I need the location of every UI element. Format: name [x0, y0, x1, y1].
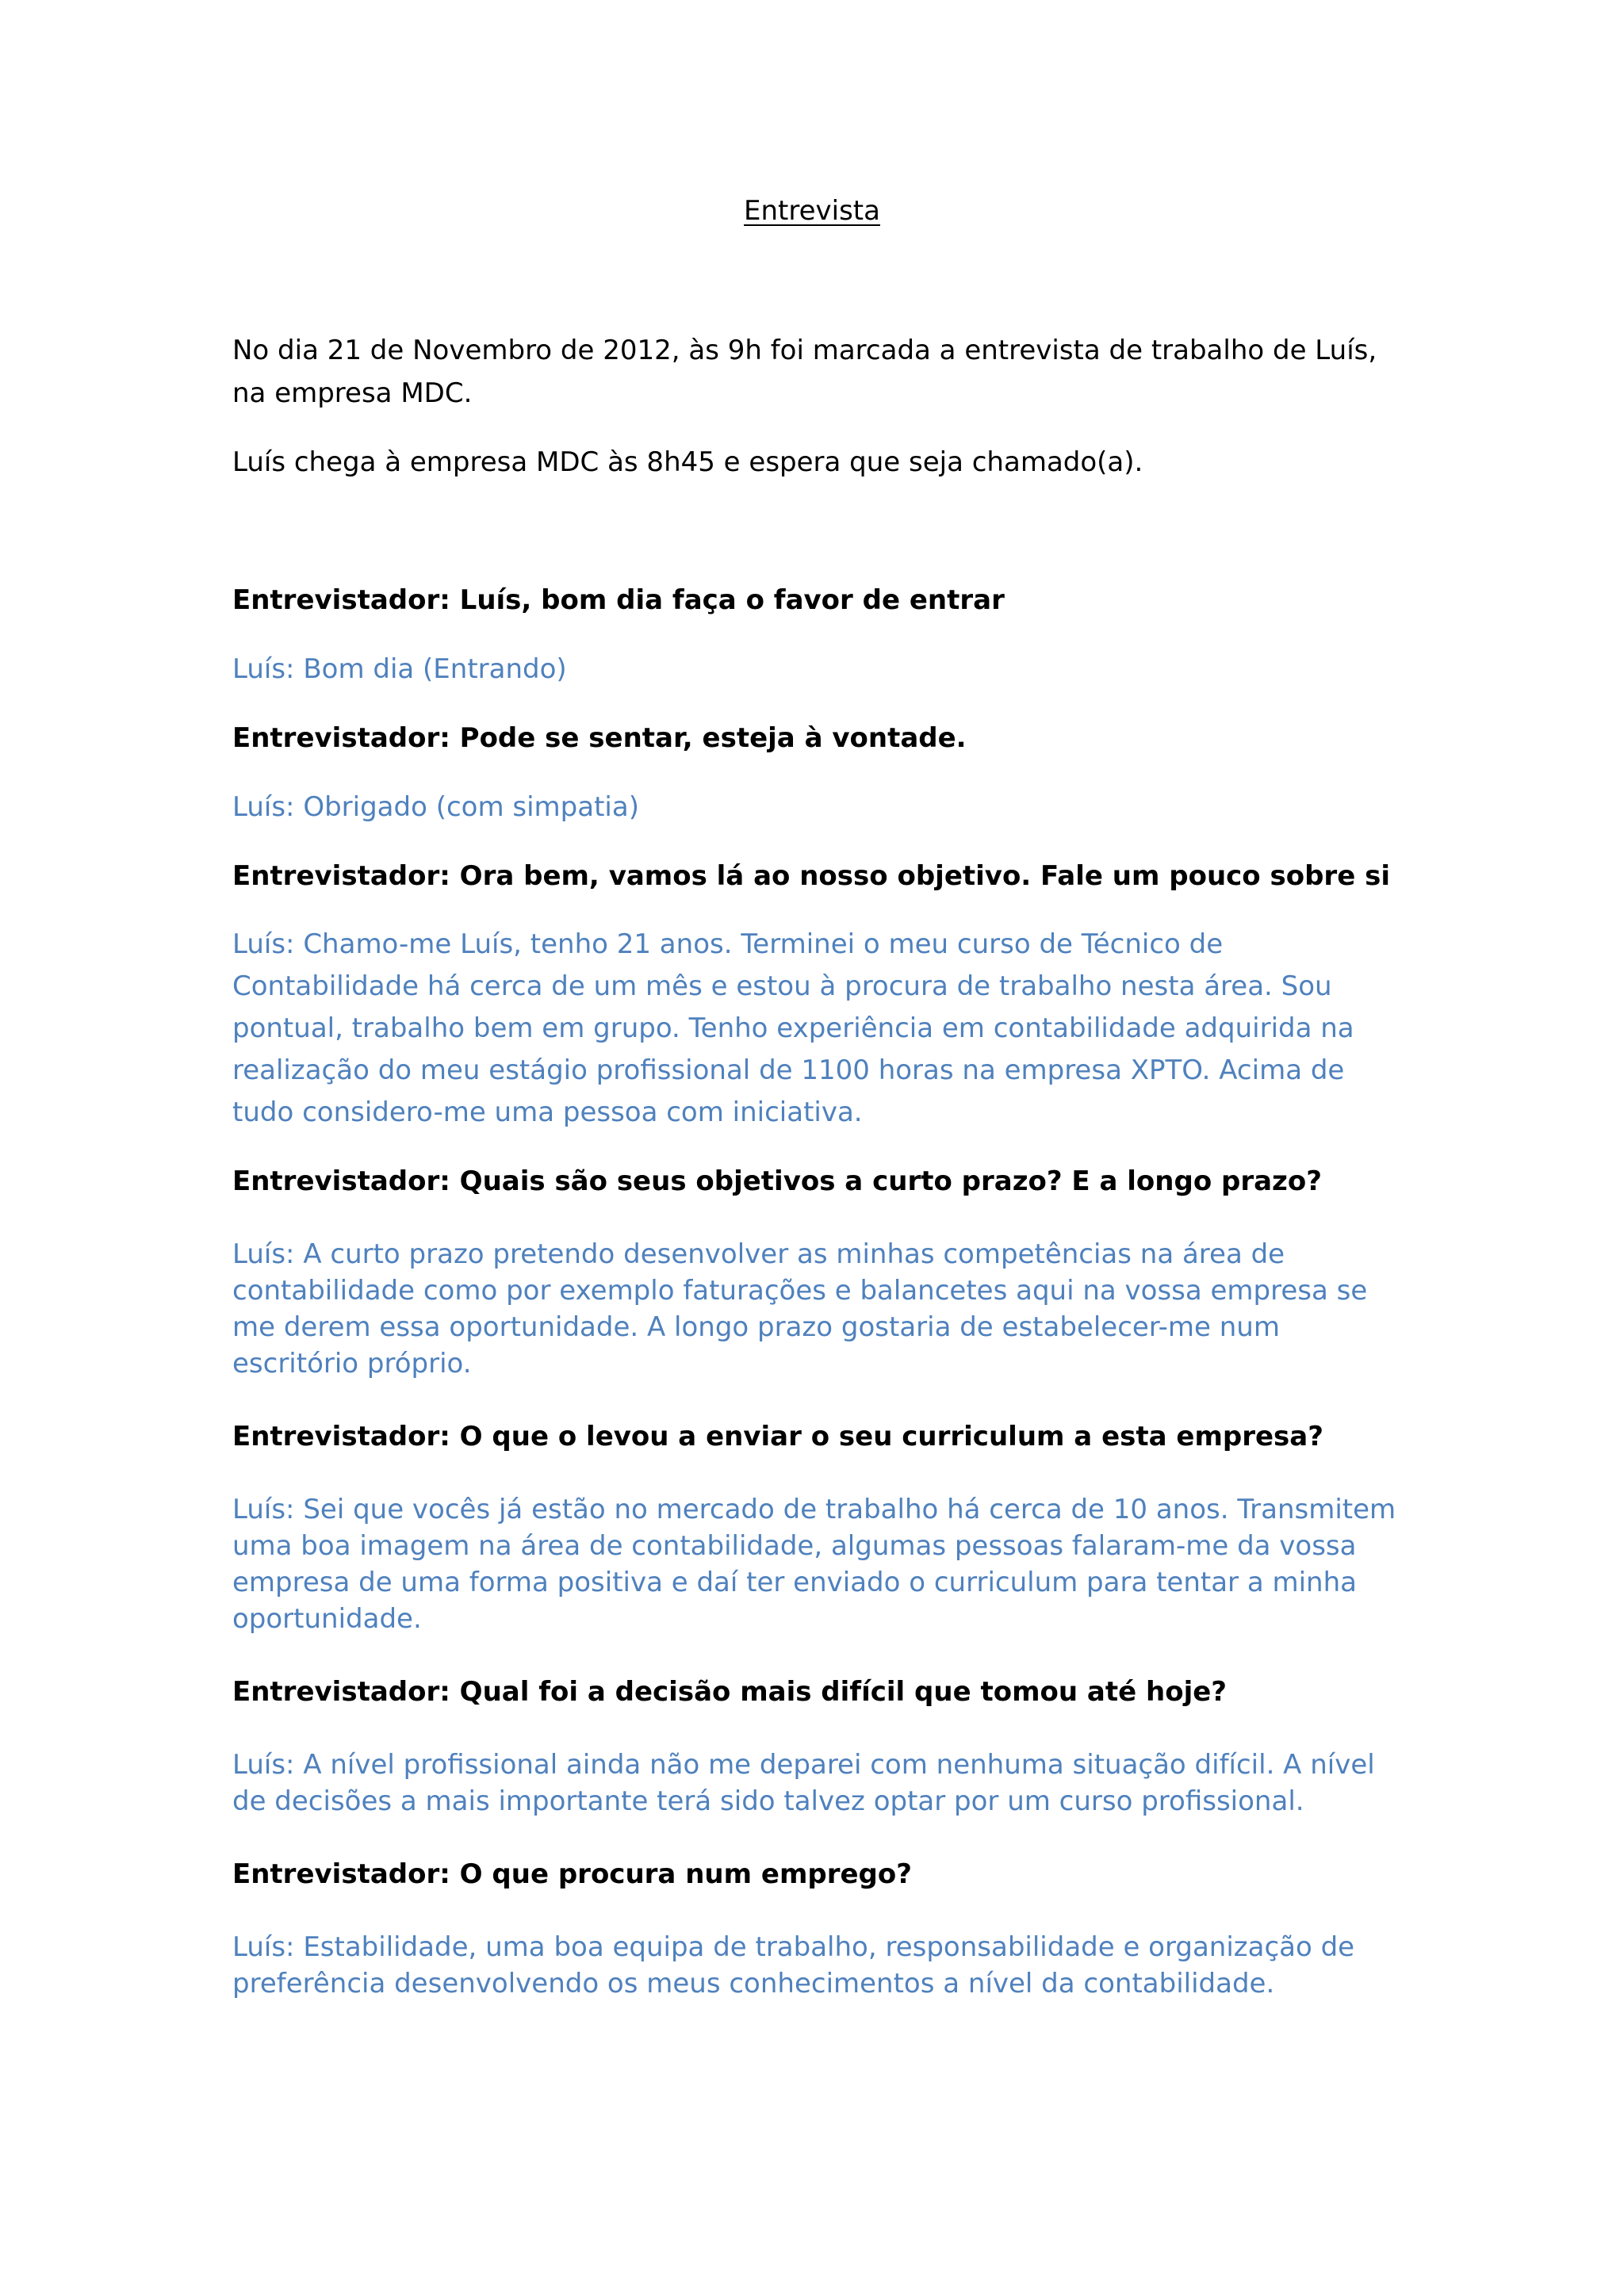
- interviewer-line: Entrevistador: Ora bem, vamos lá ao nosso objetivo. Fale um pouco sobre si: [232, 860, 1390, 892]
- candidate-line: Luís: Sei que vocês já estão no mercado de trabalho há cerca de 10 anos. Transmitem uma boa imagem na área de contabilidade, algumas pessoas falaram-me da vossa empresa de uma forma positiva e daí ter enviado o curriculum para tentar a minha oportunidade.: [232, 1494, 1396, 1635]
- interviewer-line: Entrevistador: Luís, bom dia faça o favor de entrar: [232, 584, 1005, 616]
- interview-dialogue: [232, 579, 1398, 2002]
- candidate-line: Luís: Obrigado (com simpatia): [232, 791, 639, 823]
- candidate-line: Luís: A nível profissional ainda não me deparei com nenhuma situação difícil. A nível de decisões a mais importante terá sido talvez optar por um curso profissional.: [232, 1749, 1375, 1817]
- document-body: [232, 329, 1398, 2035]
- interviewer-line: Entrevistador: Qual foi a decisão mais difícil que tomou até hoje?: [232, 1676, 1228, 1708]
- interviewer-line: Entrevistador: O que o levou a enviar o seu curriculum a esta empresa?: [232, 1421, 1323, 1452]
- candidate-line: Luís: Bom dia (Entrando): [232, 653, 567, 685]
- candidate-line: Luís: Chamo-me Luís, tenho 21 anos. Terminei o meu curso de Técnico de Contabilidade há cerca de um mês e estou à procura de trabalho nesta área. Sou pontual, trabalho bem em grupo. Tenho experiência em contabilidade adquirida na realização do meu estágio profissional de 1100 horas na empresa XPTO. Acima de tudo considero-me uma pessoa com iniciativa.: [232, 928, 1354, 1128]
- interviewer-line: Entrevistador: O que procura num emprego?: [232, 1858, 912, 1890]
- interviewer-line: Entrevistador: Pode se sentar, esteja à vontade.: [232, 722, 967, 754]
- document-title: Entrevista: [744, 195, 880, 227]
- intro-paragraph: No dia 21 de Novembro de 2012, às 9h foi marcada a entrevista de trabalho de Luís, na empresa MDC.: [232, 335, 1377, 409]
- candidate-line: Luís: Estabilidade, uma boa equipa de trabalho, responsabilidade e organização de preferência desenvolvendo os meus conhecimentos a nível da contabilidade.: [232, 1931, 1355, 1999]
- interviewer-line: Entrevistador: Quais são seus objetivos a curto prazo? E a longo prazo?: [232, 1165, 1322, 1197]
- intro-paragraph: Luís chega à empresa MDC às 8h45 e espera que seja chamado(a).: [232, 446, 1143, 478]
- candidate-line: Luís: A curto prazo pretendo desenvolver as minhas competências na área de contabilidade como por exemplo faturações e balancetes aqui na vossa empresa se me derem essa oportunidade. A longo prazo gostaria de estabelecer-me num escritório próprio.: [232, 1238, 1368, 1380]
